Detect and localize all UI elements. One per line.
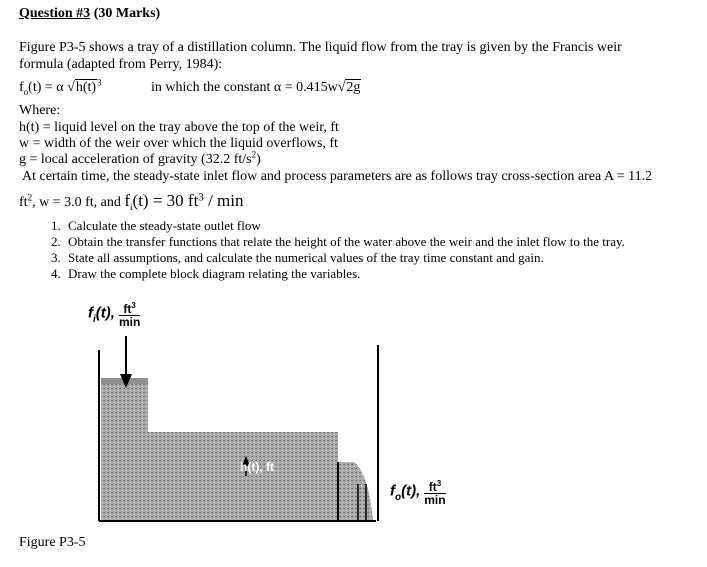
formula-lhs: f bbox=[19, 80, 24, 95]
tray-liquid bbox=[101, 380, 373, 520]
inlet-unit bbox=[119, 300, 140, 328]
outlet-rest: (t), bbox=[401, 482, 421, 500]
cond-w: , w = 3.0 ft, and bbox=[32, 195, 125, 210]
where-g-text: g = local acceleration of gravity (32.2 ft/s bbox=[19, 152, 252, 167]
task-item: 3. State all assumptions, and calculate the numerical values of the tray time constant and gain. bbox=[64, 250, 707, 266]
inlet-sub: i bbox=[93, 313, 96, 325]
inlet-rest: (t), bbox=[95, 304, 115, 322]
inlet-f: f bbox=[88, 304, 93, 322]
inlet-unit-num: ft bbox=[123, 302, 132, 316]
task-item: 4. Draw the complete block diagram relating the variables. bbox=[64, 266, 707, 282]
constant-radical: √2g bbox=[337, 80, 361, 95]
cond-fi: f bbox=[124, 191, 131, 210]
where-h: h(t) = liquid level on the tray above the top of the weir, ft bbox=[19, 120, 339, 135]
question-number: Question #3 bbox=[19, 6, 91, 21]
cond-fi-rest: (t) = 30 ft bbox=[132, 191, 199, 210]
formula-lhs-rest: (t) = α bbox=[28, 80, 68, 95]
where-label: Where: bbox=[19, 103, 61, 118]
conditions-line-1: At certain time, the steady-state inlet flow and process parameters are as follows tray cross-section area A = 11.2 bbox=[22, 169, 653, 184]
outlet-f: f bbox=[390, 482, 395, 500]
outlet-unit-exp: 3 bbox=[436, 479, 442, 488]
cond-fi-unit: / min bbox=[203, 191, 244, 210]
formula-exponent: 3 bbox=[97, 77, 102, 88]
constant-radicand: 2g bbox=[346, 80, 361, 95]
outlet-sub: o bbox=[395, 491, 402, 503]
formula-constant-text: in which the constant α = 0.415w bbox=[151, 80, 338, 95]
outlet-unit bbox=[424, 478, 445, 506]
cond-ft-exp: 2 bbox=[27, 192, 33, 203]
inlet-unit-den: min bbox=[118, 315, 141, 329]
cond-fi-sub: i bbox=[130, 201, 133, 212]
inlet-flow-label bbox=[88, 300, 140, 328]
where-w: w = width of the weir over which the liquid overflows, ft bbox=[19, 136, 338, 151]
formula-radicand: h(t) bbox=[75, 80, 97, 95]
intro-line-2: formula (adapted from Perry, 1984): bbox=[19, 57, 223, 72]
task-item: 2. Obtain the transfer functions that relate the height of the water above the weir and the inlet flow to the tray. bbox=[64, 234, 707, 250]
formula-radical: √h(t) bbox=[67, 80, 97, 95]
outlet-flow-label bbox=[390, 478, 446, 506]
question-marks: (30 Marks) bbox=[90, 6, 161, 21]
task-item: 1. Calculate the steady-state outlet flow bbox=[64, 218, 707, 234]
intro-line-1: Figure P3-5 shows a tray of a distillation column. The liquid flow from the tray is given by the Francis weir bbox=[19, 40, 622, 55]
inlet-unit-exp: 3 bbox=[131, 301, 136, 310]
where-g-exp: 2 bbox=[251, 149, 257, 160]
cond-ft: ft bbox=[19, 195, 28, 210]
formula-lhs-sub: o bbox=[23, 86, 29, 97]
level-label: h(t), ft bbox=[240, 460, 274, 474]
outlet-unit-den: min bbox=[424, 493, 446, 507]
cond-fi-exp: 3 bbox=[198, 191, 204, 204]
figure-caption: Figure P3-5 bbox=[19, 535, 86, 550]
outlet-unit-num: ft bbox=[428, 480, 437, 494]
where-g-suffix: ) bbox=[256, 152, 261, 167]
